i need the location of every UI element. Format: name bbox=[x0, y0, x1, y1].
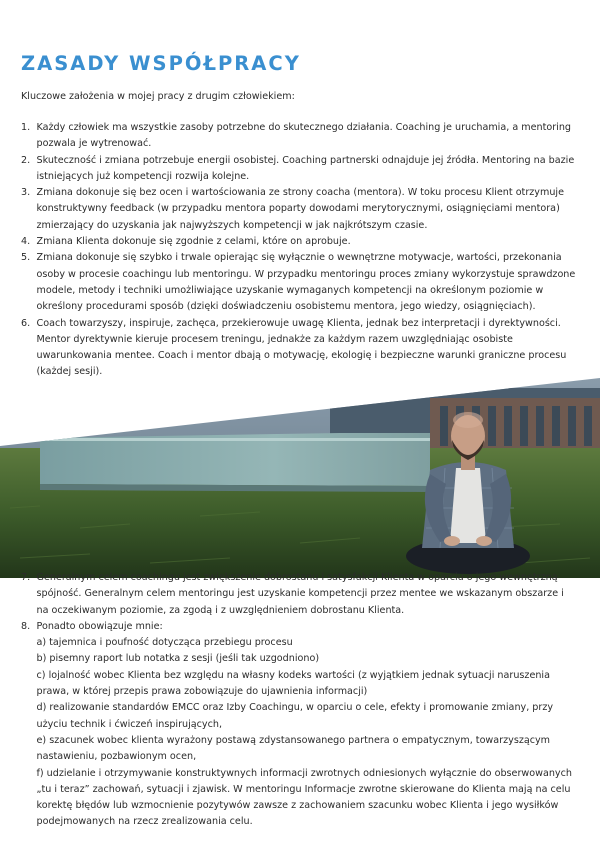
item-number: 7. bbox=[21, 572, 31, 583]
list-item bbox=[21, 250, 576, 315]
item-text: Skuteczność i zmiana potrzebuje energii osobistej. Coaching partnerski odnajduje jej źródła. Mentoring na bazie istniejących już kompetencji rozwija kolejne. bbox=[36, 154, 575, 182]
sub-item: d) realizowanie standardów EMCC oraz Izby Coachingu, w oparciu o cele, efekty i promowanie zmiany, przy użyciu technik i ćwiczeń inspirujących, bbox=[36, 702, 554, 730]
item-text: Generalnym celem coachingu jest zwiększenie dobrostanu i satysfakcji Klienta w oparciu o jego wewnętrzną spójność. Generalnym celem mentoringu jest uzyskanie kompetencji przez mentee we wskazanym obszarze i na oczekiwanym poziomie, za zgodą i z uwzględnieniem dobrostanu Klienta. bbox=[36, 572, 564, 616]
list-item bbox=[21, 153, 576, 186]
item-number: 5. bbox=[21, 252, 31, 264]
intro-text: Kluczowe założenia w mojej pracy z drugim człowiekiem: bbox=[21, 91, 295, 102]
item-text: Ponadto obowiązuje mnie: bbox=[36, 620, 163, 632]
list-item bbox=[21, 619, 576, 831]
list-item bbox=[21, 570, 576, 619]
item-text: Zmiana dokonuje się szybko i trwale opierając się wyłącznie o wewnętrzne motywacje, wartości, przekonania osoby w procesie coachingu lub mentoringu. W przypadku mentoringu proces zmiany wykorzystuje sprawdzone modele, metody i techniki umożliwiające uzyskanie wymaganych kompetencji na określonym poziomie w określony procedurami sposób (dzięki doświadczeniu osobistemu mentora, jego wiedzy, osiągnięciach). bbox=[36, 252, 576, 313]
sub-item: a) tajemnica i poufność dotycząca przebiegu procesu bbox=[36, 637, 293, 649]
sub-item: b) pisemny raport lub notatka z sesji (jeśli tak uzgodniono) bbox=[36, 653, 320, 665]
sub-item: c) lojalność wobec Klienta bez względu na własny kodeks wartości (z wyjątkiem jednak sytuacji naruszenia prawa, w której przepis prawa zobowiązuje do ujawnienia informacji) bbox=[36, 669, 550, 698]
sub-item: e) szacunek wobec klienta wyrażony postawą zdystansowanego partnera o empatycznym, towarzyszącym nastawieniu, pozbawionym ocen, bbox=[36, 734, 551, 763]
item-number: 1. bbox=[21, 122, 31, 133]
photo-man-sitting-on-grass bbox=[0, 378, 600, 578]
item-text: Zmiana Klienta dokonuje się zgodnie z celami, które on aprobuje. bbox=[36, 236, 351, 248]
principles-list-bottom bbox=[21, 570, 576, 831]
principles-list-top bbox=[21, 120, 576, 381]
list-item bbox=[21, 316, 576, 381]
item-number: 3. bbox=[21, 187, 31, 199]
list-item bbox=[21, 120, 576, 153]
item-text: Coach towarzyszy, inspiruje, zachęca, przekierowuje uwagę Klienta, jednak bez interpretacji i dyrektywności. Mentor dyrektywnie kieruje procesem treningu, jednakże za każdym razem uwzględniając osobiste uwarunkowania mentee. Coach i mentor dbają o motywację, ekologię i bezpieczne warunki graniczne procesu (każdej sesji). bbox=[36, 317, 567, 378]
item-number: 2. bbox=[21, 154, 31, 166]
sub-item: f) udzielanie i otrzymywanie konstruktywnych informacji zwrotnych odniesionych wyłącznie do obserwowanych „tu i teraz” zachowań, sytuacji i zjawisk. W mentoringu Informacje zwrotne skierowane do Klienta mają na celu korektę błędów lub wzmocnienie pozytywów zawsze z zachowaniem szacunku wobec Klienta i jego wysiłków podejmowanych na rzecz zrealizowania celu. bbox=[36, 767, 572, 828]
item-text: Każdy człowiek ma wszystkie zasoby potrzebne do skutecznego działania. Coaching je uruchamia, a mentoring pozwala je wytrenować. bbox=[36, 122, 571, 150]
item-number: 6. bbox=[21, 317, 31, 329]
list-item bbox=[21, 185, 576, 234]
item-number: 4. bbox=[21, 236, 31, 248]
item-number: 8. bbox=[21, 620, 31, 632]
list-item bbox=[21, 234, 576, 250]
page-title: ZASADY WSPÓŁPRACY bbox=[21, 52, 301, 75]
item-text: Zmiana dokonuje się bez ocen i wartościowania ze strony coacha (mentora). W toku procesu Klient otrzymuje konstruktywny feedback (w przypadku mentora poparty dowodami merytorycznymi, osiągnięciami mentora) zmierzający do uzyskania jak najwyższych kompetencji w jak najkrótszym czasie. bbox=[36, 187, 564, 231]
